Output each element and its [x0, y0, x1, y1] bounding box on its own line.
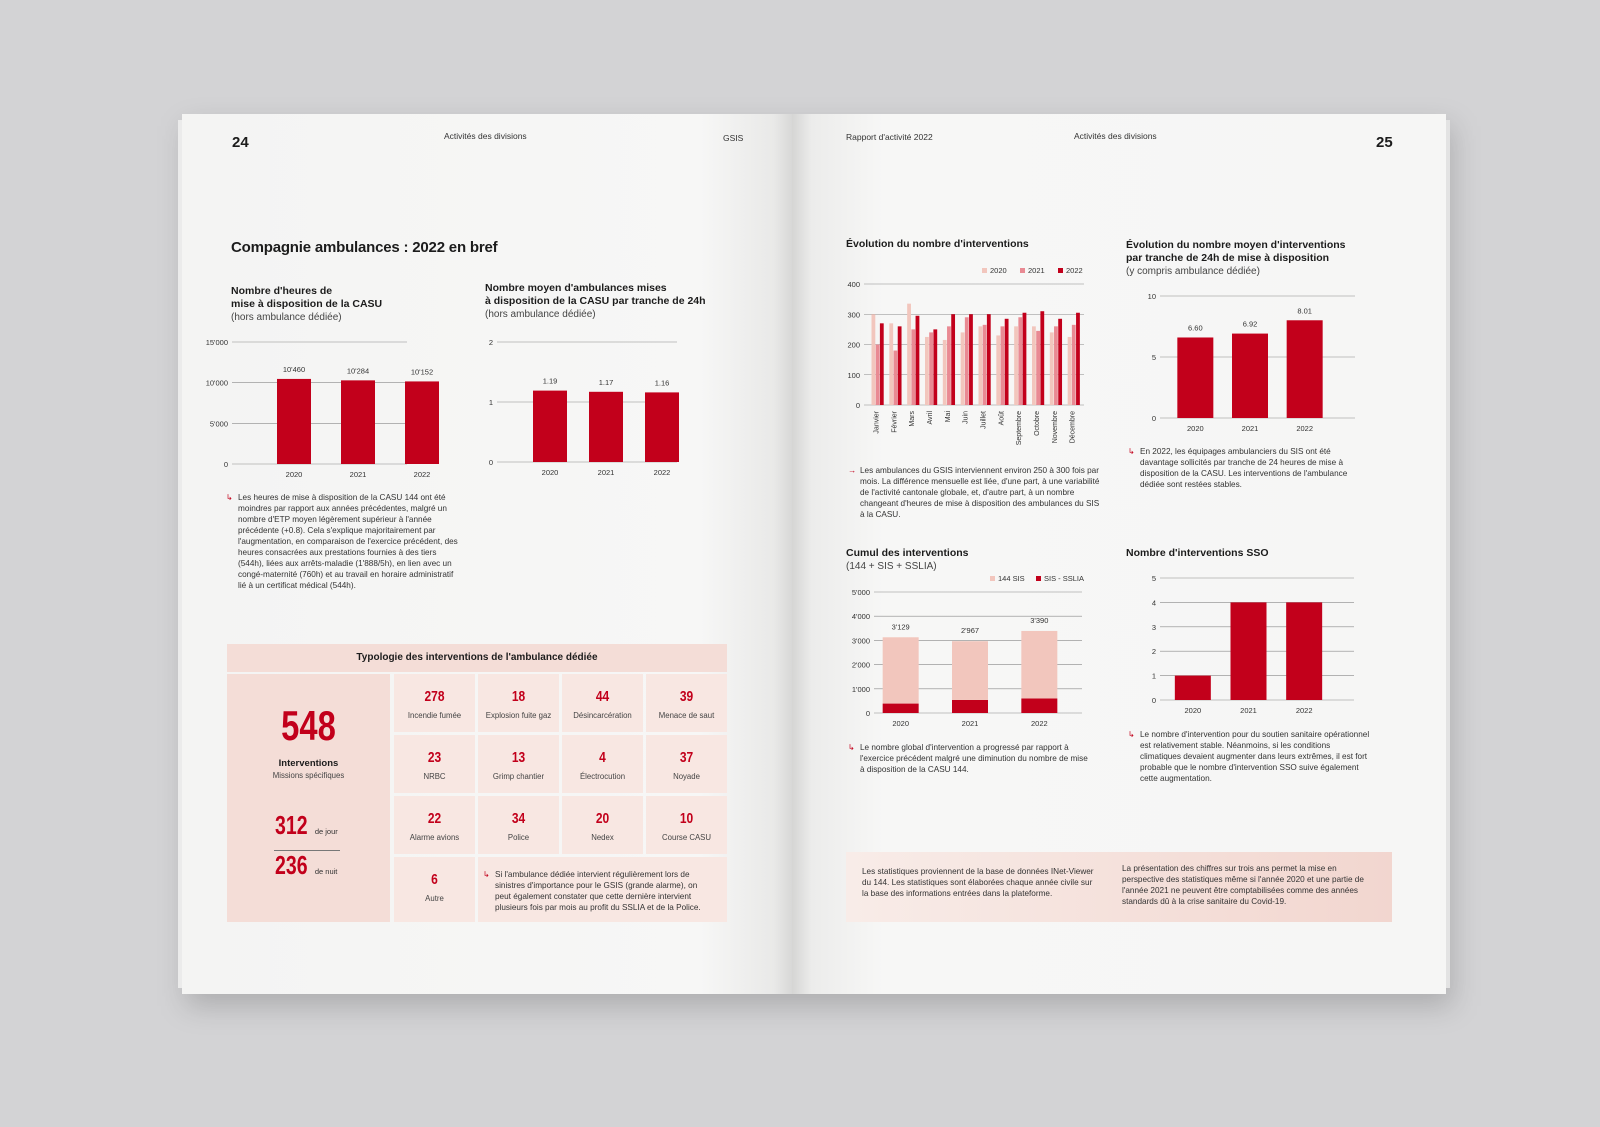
typology-title: Typologie des interventions de l'ambulance dédiée [356, 652, 598, 663]
typology-cell [646, 796, 727, 854]
typology-count: 6 [431, 871, 438, 888]
chart2-title-line1: Nombre moyen d'ambulances mises [485, 282, 667, 294]
x-tick-label: 2020 [892, 719, 910, 728]
typology-cell [478, 735, 559, 793]
x-tick-label: Novembre [1051, 411, 1059, 444]
typology-cell [562, 735, 643, 793]
typology-label: Explosion fuite gaz [485, 711, 552, 720]
x-tick-label: 2022 [1295, 706, 1313, 715]
typology-cell [394, 796, 475, 854]
header-report: Rapport d'activité 2022 [846, 132, 933, 142]
typology-count: 44 [595, 688, 610, 705]
bar [1231, 602, 1267, 700]
typology-count: 34 [511, 810, 526, 827]
x-tick-label: Juillet [980, 411, 988, 429]
chart4-title-line1: Évolution du nombre moyen d'interventions [1126, 239, 1346, 251]
typology-count: 22 [427, 810, 442, 827]
night-value: 236 [275, 850, 308, 880]
y-tick-label: 0 [223, 460, 228, 469]
bar [645, 392, 679, 462]
data-label: 3'129 [891, 622, 910, 632]
x-tick-label: Janvier [873, 411, 881, 434]
data-label: 1.17 [598, 377, 614, 387]
arrow-icon: ↳ [848, 743, 855, 752]
y-tick-label: 3'000 [851, 636, 870, 646]
y-tick-label: 2 [488, 338, 493, 347]
x-tick-label: 2021 [1240, 706, 1257, 715]
typology-cell [562, 674, 643, 732]
chart1-note-text: Les heures de mise à disposition de la CASU 144 ont été moindres par rapport aux années précédentes, malgré un nombre d'ETP moyen légèrement supérieur à l'année précédente (+0.8). Cela s'explique majoritairement par l'augmentation, en comparaison de l'exercice précédent, des heures consacrées aux prestations fournies à des tiers (544h), liées aux arrêts-maladie (1'888/5h), en lien avec un congé-maternité (760h) et au travail en horaire administratif lié à un certificat médical (544h). [238, 493, 458, 590]
chart3-note-text: Les ambulances du GSIS interviennent environ 250 à 300 fois par mois. La différence mensuelle est liée, d'une part, à une variabilité de l'activité cantonale globale, et, d'autre part, à un nombre changeant d'heures de mise à disposition des ambulances du SIS à la CASU. [860, 466, 1100, 519]
arrow-icon: ↳ [1128, 730, 1135, 739]
x-tick-label: Mars [909, 411, 917, 427]
x-tick-label: 2022 [653, 468, 671, 477]
header-section: Activités des divisions [444, 131, 527, 141]
y-tick-label: 1 [488, 398, 493, 407]
chart1-subtitle: (hors ambulance dédiée) [231, 312, 342, 323]
page-number: 24 [232, 134, 249, 151]
chart4-subtitle: (y compris ambulance dédiée) [1126, 266, 1260, 277]
typology-count: 37 [679, 749, 694, 766]
bar [1286, 602, 1322, 700]
typology-header [227, 644, 727, 672]
typology-count: 23 [427, 749, 442, 766]
y-tick-label: 2'000 [851, 660, 870, 670]
x-tick-label: 2021 [349, 470, 367, 479]
bar [589, 392, 623, 462]
y-tick-label: 4 [1151, 598, 1156, 608]
day-label: de jour [314, 827, 338, 836]
chart5-title: Cumul des interventions [846, 547, 969, 559]
bar [533, 391, 567, 462]
typology-label: Police [507, 833, 530, 842]
typology-label: Alarme avions [409, 833, 460, 842]
data-label: 8.01 [1297, 306, 1312, 316]
data-label: 10'284 [346, 366, 370, 376]
arrow-icon: ↳ [226, 493, 233, 502]
typology-count: 10 [679, 810, 694, 827]
y-tick-label: 1 [1151, 671, 1156, 681]
x-tick-label: 2020 [541, 468, 559, 477]
x-tick-label: 2020 [285, 470, 303, 479]
y-tick-label: 0 [865, 709, 870, 718]
typology-note [483, 869, 715, 913]
y-tick-label: 0 [855, 401, 860, 410]
chart3-title: Évolution du nombre d'interventions [846, 238, 1029, 250]
chart2-subtitle: (hors ambulance dédiée) [485, 309, 596, 320]
y-tick-label: 10 [1147, 292, 1156, 301]
typology-summary [227, 674, 390, 922]
typology-label: Grimp chantier [492, 772, 545, 781]
typology-cell [478, 674, 559, 732]
typology-cell [394, 674, 475, 732]
typology-count: 13 [511, 749, 526, 766]
data-label: 6.60 [1188, 323, 1203, 333]
typology-count: 18 [511, 688, 526, 705]
data-label: 1.16 [654, 378, 670, 388]
x-tick-label: Février [891, 411, 899, 433]
y-tick-label: 300 [847, 310, 860, 320]
x-tick-label: 2020 [1186, 424, 1204, 433]
y-tick-label: 0 [1151, 696, 1156, 705]
typology-note-text: Si l'ambulance dédiée intervient régulièrement lors de sinistres d'importance pour le GSIS (grande alarme), on peut également constater que cette dernière intervient plusieurs fois par mois au profit du SSLIA et de la Police. [495, 870, 701, 912]
chart4-note-text: En 2022, les équipages ambulanciers du SIS ont été davantage sollicités par tranche de 24 heures de mise à disposition de la CASU. Les interventions de l'ambulance dédiée sont restées stables. [1140, 447, 1348, 489]
typology-cell [646, 735, 727, 793]
typology-count: 20 [595, 810, 610, 827]
typology-label: Autre [425, 894, 444, 903]
data-label: 10'152 [410, 367, 434, 377]
methodology-text: La présentation des chiffres sur trois ans permet la mise en perspective des statistiques même si l'année 2020 et une partie de l'année 2021 ne peuvent être comptabilisées comme des années standards dû à la crise sanitaire du Covid-19. [1122, 864, 1364, 906]
chart1-title-line1: Nombre d'heures de [231, 285, 333, 297]
total-label: Interventions [278, 758, 339, 769]
total-sub: Missions spécifiques [272, 771, 345, 780]
typology-label: Nedex [591, 833, 614, 842]
typology-label: Désincarcération [573, 711, 632, 720]
x-tick-label: 2022 [413, 470, 431, 479]
x-tick-label: 2022 [1296, 424, 1314, 433]
typology-count: 4 [599, 749, 606, 766]
x-tick-label: 2021 [1241, 424, 1259, 433]
day-value: 312 [275, 810, 308, 840]
typology-count: 39 [679, 688, 694, 705]
y-tick-label: 2 [1151, 647, 1156, 657]
y-tick-label: 10'000 [205, 378, 228, 388]
data-label: 3'390 [1030, 615, 1049, 625]
x-tick-label: 2022 [1030, 719, 1048, 728]
data-label: 2'967 [960, 626, 980, 636]
y-tick-label: 3 [1151, 622, 1156, 632]
y-tick-label: 400 [847, 280, 860, 289]
chart6-note [1128, 729, 1370, 784]
y-tick-label: 0 [488, 458, 493, 467]
x-tick-label: Octobre [1034, 411, 1041, 436]
legend-label: SIS - SSLIA [1044, 574, 1085, 583]
chart5-subtitle: (144 + SIS + SSLIA) [846, 561, 937, 572]
y-tick-label: 5'000 [209, 419, 228, 429]
bar [1175, 676, 1211, 700]
page-number: 25 [1376, 134, 1393, 151]
typology-label: Incendie fumée [407, 711, 462, 720]
x-tick-label: Septembre [1016, 411, 1024, 446]
sources-panel [846, 852, 1392, 922]
chart2-title-line2: à disposition de la CASU par tranche de 24h [485, 295, 706, 307]
x-tick-label: Juin [962, 411, 970, 424]
chart1-title-line2: mise à disposition de la CASU [231, 298, 383, 310]
data-label: 1.19 [542, 376, 558, 386]
typology-cell [394, 735, 475, 793]
typology-count: 278 [424, 688, 445, 705]
typology-note-cell [478, 857, 727, 922]
y-tick-label: 200 [847, 340, 860, 350]
y-tick-label: 15'000 [205, 338, 228, 347]
legend-label: 2022 [1066, 266, 1083, 275]
y-tick-label: 5 [1151, 353, 1156, 362]
sources-text: Les statistiques proviennent de la base de données INet-Viewer du 144. Les statistiques sont élaborées chaque année civile sur la base des informations entrées dans la plateforme. [862, 867, 1094, 898]
arrow-icon: ↳ [483, 870, 490, 879]
x-tick-label: Mai [944, 411, 952, 423]
y-tick-label: 1'000 [851, 684, 870, 694]
chart4-title-line2: par tranche de 24h de mise à disposition [1126, 252, 1330, 264]
header-org: GSIS [723, 133, 744, 143]
y-tick-label: 4'000 [851, 612, 870, 622]
typology-label: Électrocution [579, 772, 626, 781]
y-tick-label: 0 [1151, 414, 1156, 423]
data-label: 10'460 [282, 364, 306, 374]
header-section: Activités des divisions [1074, 131, 1157, 141]
typology-cell [478, 796, 559, 854]
left-page [182, 114, 792, 994]
y-tick-label: 5 [1151, 574, 1156, 583]
x-tick-label: 2021 [597, 468, 615, 477]
x-tick-label: Décembre [1069, 411, 1077, 444]
data-label: 6.92 [1242, 319, 1258, 329]
typology-label: Noyade [673, 772, 700, 781]
x-tick-label: Août [998, 411, 1006, 426]
arrow-icon: → [848, 466, 857, 475]
night-stat [275, 850, 337, 881]
typology-label: Course CASU [662, 833, 711, 842]
typology-label: Menace de saut [658, 711, 715, 720]
day-stat [275, 810, 338, 841]
chart6-note-text: Le nombre d'intervention pour du soutien sanitaire opérationnel est relativement stable. Néanmoins, si les conditions climatiques devaient augmenter dans leurs extrêmes, il est fort probable que le nombre d'intervention SSO suive également cette augmentation. [1140, 730, 1370, 783]
typology-cell [646, 674, 727, 732]
y-tick-label: 100 [847, 370, 860, 380]
typology-label: NRBC [423, 772, 446, 781]
night-label: de nuit [314, 867, 338, 876]
right-page [792, 114, 1446, 994]
x-tick-label: 2020 [1184, 706, 1202, 715]
x-tick-label: Avril [927, 411, 934, 425]
y-tick-label: 5'000 [851, 588, 870, 597]
legend-label: 2021 [1028, 266, 1045, 275]
legend-label: 144 SIS [998, 574, 1025, 583]
arrow-icon: ↳ [1128, 447, 1135, 456]
page-title: Compagnie ambulances : 2022 en bref [231, 239, 498, 256]
chart5-note-text: Le nombre global d'intervention a progressé par rapport à l'exercice précédent malgré une diminution du nombre de mise à disposition de la CASU 144. [860, 743, 1088, 774]
x-tick-label: 2021 [961, 719, 979, 728]
legend-label: 2020 [990, 266, 1007, 275]
total-interventions: 548 [281, 702, 336, 749]
chart6-title: Nombre d'interventions SSO [1126, 547, 1269, 559]
typology-cell [394, 857, 475, 922]
typology-cell [562, 796, 643, 854]
